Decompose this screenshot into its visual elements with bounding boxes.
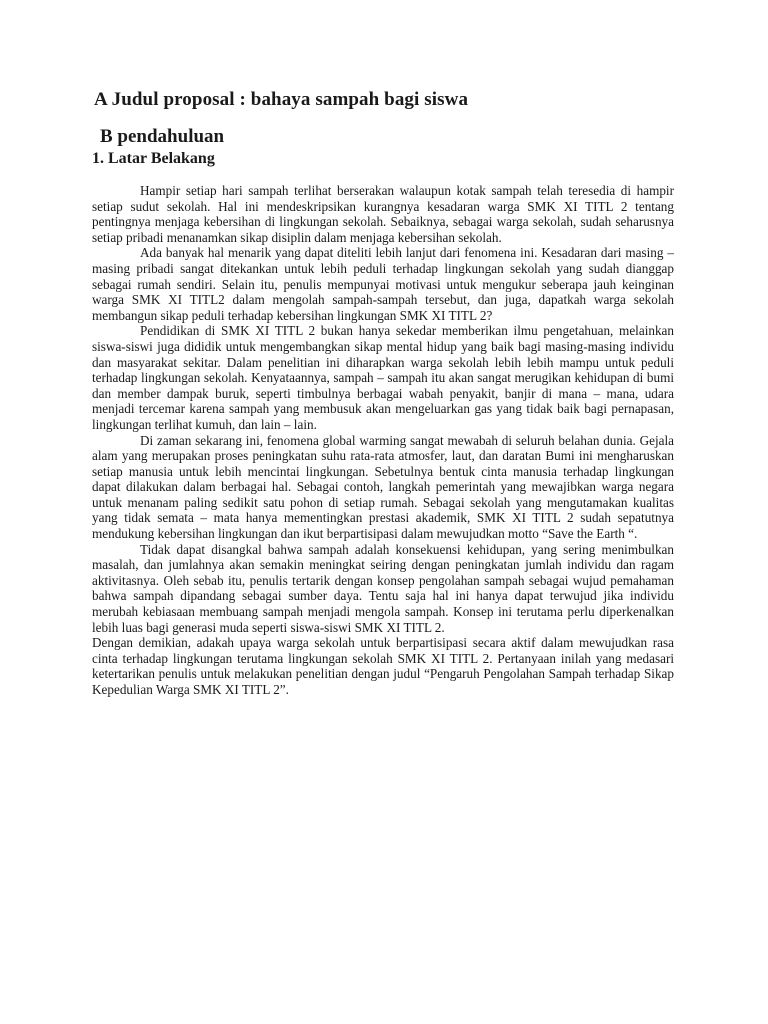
paragraph: Ada banyak hal menarik yang dapat diteliti lebih lanjut dari fenomena ini. Kesadaran dari masing – masing pribadi sangat ditekankan untuk lebih peduli terhadap lingkungan sekolah yang sudah dianggap sebagai rumah sendiri. Selain itu, penulis mempunyai motivasi untuk mengukur seberapa jauh keinginan warga SMK XI TITL2 dalam mengolah sampah-sampah tersebut, dan juga, dapatkah warga sekolah membangun sikap peduli terhadap kebersihan lingkungan SMK XI TITL 2? xyxy=(92,245,674,323)
paragraph: Pendidikan di SMK XI TITL 2 bukan hanya sekedar memberikan ilmu pengetahuan, melainkan siswa-siswi juga dididik untuk mengembangkan sikap mental hidup yang baik bagi masing-masing individu dan masyarakat sekitar. Dalam penelitian ini diharapkan warga sekolah lebih lebih mampu untuk peduli terhadap lingkungan sekolah. Kenyataannya, sampah – sampah itu akan sangat merugikan kehidupan di bumi dan member dampak buruk, seperti timbulnya berbagai wabah penyakit, banjir di mana – mana, udara menjadi tercemar karena sampah yang membusuk akan mengeluarkan gas yang tidak baik bagi pernapasan, lingkungan terlihat kumuh, dan lain – lain. xyxy=(92,323,674,432)
paragraph: Hampir setiap hari sampah terlihat berserakan walaupun kotak sampah telah teresedia di hampir setiap sudut sekolah. Hal ini mendeskripsikan kurangnya kesadaran warga SMK XI TITL 2 tentang pentingnya menjaga kebersihan di lingkungan sekolah. Sebaiknya, sebagai warga sekolah, sudah seharusnya setiap pribadi menanamkan sikap disiplin dalam menjaga kebersihan sekolah. xyxy=(92,183,674,245)
paragraph: Di zaman sekarang ini, fenomena global warming sangat mewabah di seluruh belahan dunia. Gejala alam yang merupakan proses peningkatan suhu rata-rata atmosfer, laut, dan daratan Bumi ini mengharuskan setiap manusia untuk lebih mencintai lingkungan. Sebetulnya bentuk cinta manusia terhadap lingkungan dapat dilakukan dalam berbagai hal. Sebagai contoh, langkah pemerintah yang mewajibkan warga negara untuk menanam paling sedikit satu pohon di setiap rumah. Sebagai sekolah yang mengutamakan kualitas yang tidak semata – mata hanya mementingkan prestasi akademik, SMK XI TITL 2 sudah sepatutnya mendukung kebersihan lingkungan dan ikut berpartisipasi dalam mewujudkan motto “Save the Earth “. xyxy=(92,432,674,542)
section-heading: B pendahuluan xyxy=(100,126,225,147)
document-title: A Judul proposal : bahaya sampah bagi siswa xyxy=(94,89,469,110)
body-text xyxy=(92,183,674,698)
paragraph: Tidak dapat disangkal bahwa sampah adalah konsekuensi kehidupan, yang sering menimbulkan masalah, dan jumlahnya akan semakin meningkat seiring dengan peningkatan jumlah individu dan ragam aktivitasnya. Oleh sebab itu, penulis tertarik dengan konsep pengolahan sampah sebagai wujud pemahaman bahwa sampah dipandang sebagai sumber daya. Tentu saja hal ini hanya dapat terwujud jika individu merubah kebiasaan membuang sampah menjadi mengola sampah. Konsep ini terutama perlu diperkenalkan lebih luas bagi generasi muda seperti siswa-siswi SMK XI TITL 2. xyxy=(92,541,674,635)
subsection-heading: 1. Latar Belakang xyxy=(92,150,215,167)
paragraph: Dengan demikian, adakah upaya warga sekolah untuk berpartisipasi secara aktif dalam mewujudkan rasa cinta terhadap lingkungan terutama lingkungan sekolah SMK XI TITL 2. Pertanyaan inilah yang medasari ketertarikan penulis untuk melakukan penelitian dengan judul “Pengaruh Pengolahan Sampah terhadap Sikap Kepedulian Warga SMK XI TITL 2”. xyxy=(92,635,674,697)
